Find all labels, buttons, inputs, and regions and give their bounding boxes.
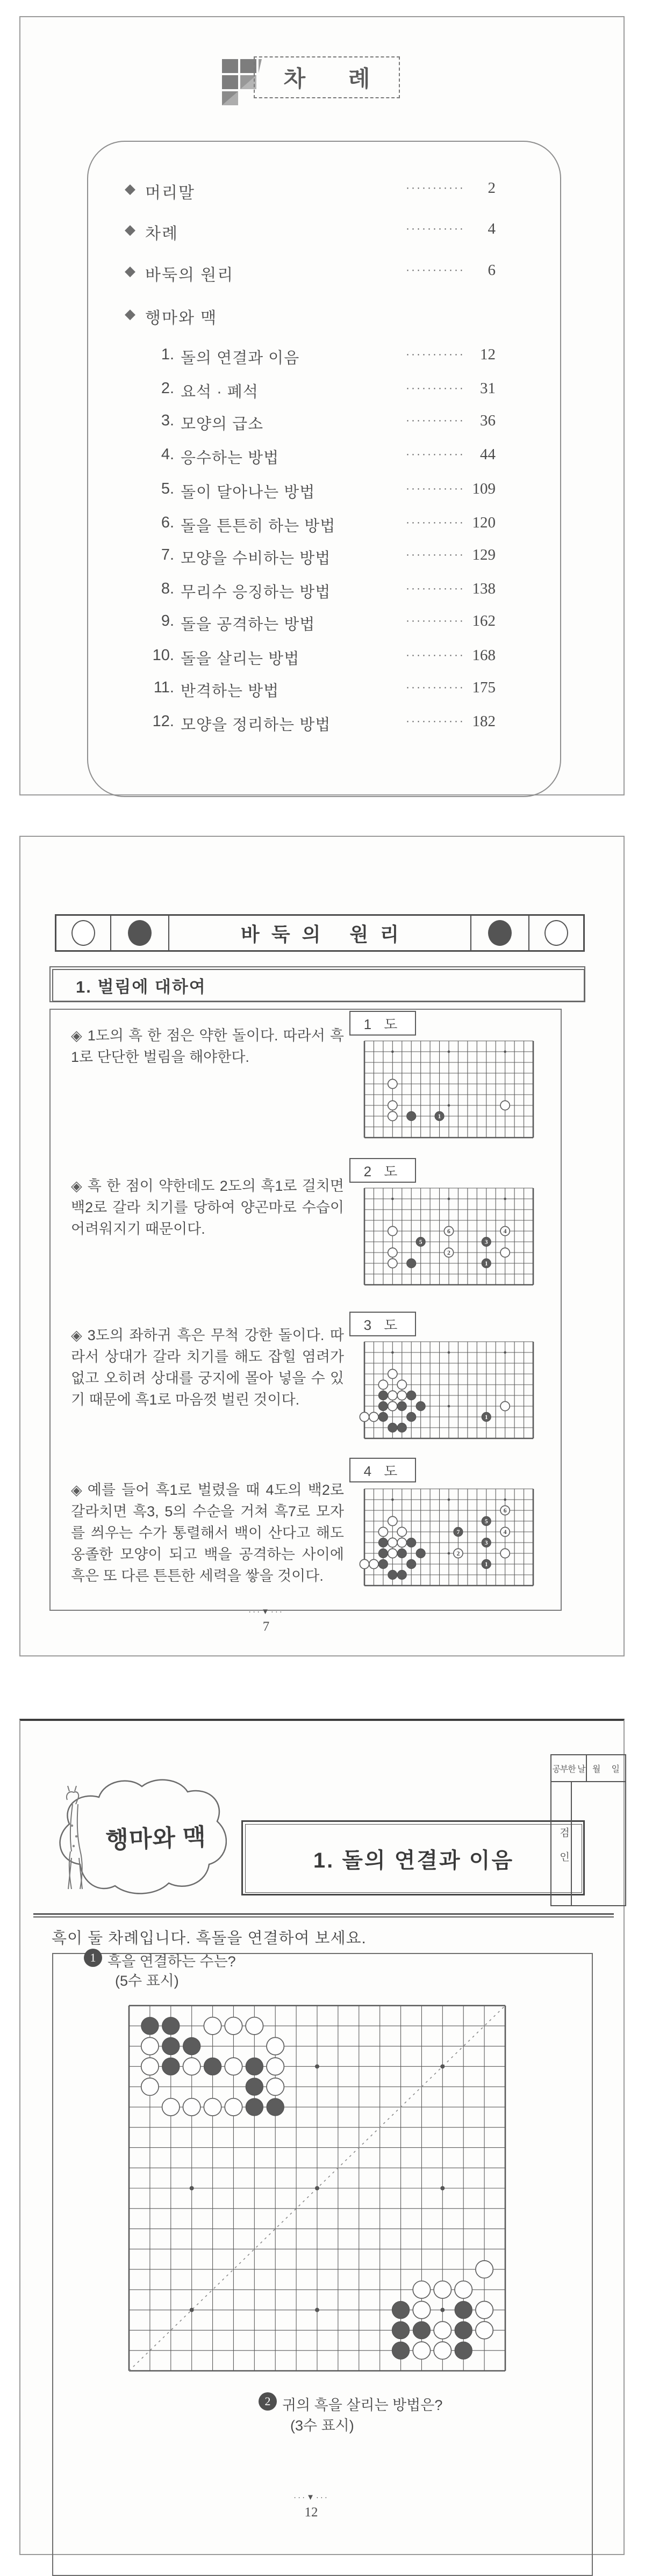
section-title: 1. 벌림에 대하여 <box>76 978 206 996</box>
day-label: 일 <box>611 1764 620 1774</box>
toc-item-label: 응수하는 방법 <box>181 450 280 467</box>
section-title-box <box>49 966 585 1002</box>
toc-item-label: 돌을 공격하는 방법 <box>181 616 316 633</box>
header-cell <box>111 916 169 950</box>
toc-leader: ··········· <box>406 516 465 529</box>
toc-item-number: 10. <box>152 647 174 664</box>
diamond-bullet-icon: ◆ <box>125 180 135 197</box>
lesson-title: 1. 돌의 연결과 이음 <box>313 1848 514 1872</box>
toc-leader: ··········· <box>406 382 465 394</box>
footer-page-number: 12 <box>304 2505 318 2520</box>
paragraph-text: 3도의 좌하귀 흑은 무척 강한 돌이다. 따라서 상대가 갈라 치기를 해도 잡힐 염려가 없고 오히려 상대를 궁지에 몰아 넣을 수 있기 때문에 흑1로 마음껏 벌린 것이다. <box>71 1327 344 1408</box>
problem-2-hint: (3수 표시) <box>290 2418 354 2434</box>
diagram-label: 2 도 <box>349 1158 416 1183</box>
footer-triangle-icon: ···▼··· <box>293 2493 329 2502</box>
toc-item-number: 5. <box>161 480 174 497</box>
toc-label: 머리말 <box>145 184 195 202</box>
toc-item-number: 2. <box>161 380 174 397</box>
svg-text:6: 6 <box>447 1228 450 1235</box>
toc-item-number: 8. <box>161 580 174 597</box>
svg-text:3: 3 <box>484 1239 488 1246</box>
toc-top-row <box>20 305 624 328</box>
toc-item-row <box>20 446 624 469</box>
problem-2-badge: 2 <box>259 2392 277 2411</box>
toc-page-number: 175 <box>472 679 496 696</box>
go-diagram-1 <box>357 1038 540 1143</box>
toc-item-label: 무리수 응징하는 방법 <box>181 584 331 601</box>
toc-item-row <box>20 412 624 436</box>
month-label: 월 <box>592 1764 601 1774</box>
svg-text:2: 2 <box>456 1551 460 1558</box>
paragraph <box>71 1025 344 1068</box>
toc-page-number: 162 <box>472 612 496 629</box>
diamond-bullet-icon: ◈ <box>71 1178 82 1194</box>
diamond-bullet-icon: ◈ <box>71 1482 82 1498</box>
toc-item-number: 12. <box>152 713 174 730</box>
toc-page-number: 168 <box>472 647 496 664</box>
paragraph <box>71 1479 344 1587</box>
toc-top-row <box>20 220 624 244</box>
toc-page-number: 31 <box>480 380 496 397</box>
go-diagram-3 <box>357 1338 540 1444</box>
toc-item-number: 11. <box>153 679 174 696</box>
paragraph-text: 예를 들어 흑1로 벌렸을 때 4도의 백2로 갈라치면 흑3, 5의 수순을 거쳐 흑7로 모자를 씌우는 수가 통렬해서 백이 산다고 해도 옹졸한 모양이 되고 백을 공격하는 사이에 흑은 또 다른 튼튼한 세력을 쌓을 것이다. <box>71 1482 344 1584</box>
toc-leader: ··········· <box>406 348 465 360</box>
toc-page-number: 109 <box>472 480 496 497</box>
paragraph <box>71 1325 344 1410</box>
toc-page-number: 44 <box>480 446 496 463</box>
chapter-header-bar <box>55 914 585 952</box>
toc-item-number: 9. <box>161 612 174 629</box>
svg-text:1: 1 <box>438 1113 441 1120</box>
black-stone-icon <box>128 920 152 946</box>
toc-item-row <box>20 346 624 370</box>
lesson-title-box <box>241 1820 585 1895</box>
toc-item-number: 4. <box>161 446 174 463</box>
paragraph-text: 1도의 흑 한 점은 약한 돌이다. 따라서 흑1로 단단한 벌림을 해야한다. <box>71 1027 344 1065</box>
diamond-bullet-icon: ◆ <box>125 306 135 322</box>
white-stone-icon <box>71 920 95 946</box>
toc-item-label: 돌의 연결과 이음 <box>181 350 300 367</box>
footer-triangle-icon: ···▼··· <box>248 1607 284 1616</box>
toc-item-label: 돌을 살리는 방법 <box>181 650 300 668</box>
toc-leader: ··········· <box>406 681 465 693</box>
page-footer <box>234 1607 298 1634</box>
toc-item-label: 요석 · 폐석 <box>181 383 259 401</box>
stamp-label: 검인 <box>551 1782 572 1905</box>
toc-leader: ··········· <box>406 448 465 460</box>
svg-text:5: 5 <box>419 1239 422 1246</box>
toc-item-number: 3. <box>161 412 174 429</box>
diamond-bullet-icon: ◆ <box>125 263 135 279</box>
problem-1-hint: (5수 표시) <box>115 1973 179 1989</box>
diamond-bullet-icon: ◆ <box>125 221 135 237</box>
go-diagram-2 <box>357 1185 540 1290</box>
go-diagram-4 <box>357 1486 540 1591</box>
white-stone-icon <box>544 920 568 946</box>
svg-text:6: 6 <box>503 1508 507 1515</box>
toc-title: 차 례 <box>283 66 389 91</box>
svg-text:5: 5 <box>484 1518 488 1525</box>
go-problem-board <box>121 1998 513 2379</box>
series-logo <box>47 1772 227 1904</box>
svg-text:1: 1 <box>484 1261 488 1268</box>
toc-page-number: 182 <box>472 713 496 730</box>
toc-page-number: 12 <box>480 346 496 363</box>
toc-item-label: 반격하는 방법 <box>181 683 280 700</box>
toc-item-row <box>20 647 624 670</box>
svg-text:1: 1 <box>484 1414 488 1421</box>
toc-leader: ··········· <box>406 182 465 194</box>
page-worksheet <box>19 1719 625 2555</box>
toc-title-box <box>254 56 400 98</box>
toc-leader: ··········· <box>406 222 465 235</box>
black-stone-icon <box>488 920 512 946</box>
svg-text:7: 7 <box>456 1529 460 1536</box>
toc-item-row <box>20 713 624 736</box>
study-date-fill <box>587 1755 625 1781</box>
toc-page-number: 36 <box>480 412 496 429</box>
toc-page-number: 4 <box>488 220 496 237</box>
toc-leader: ··········· <box>406 414 465 426</box>
toc-item-row <box>20 580 624 604</box>
toc-item-row <box>20 380 624 403</box>
header-cell <box>169 916 471 950</box>
toc-page-number: 129 <box>472 546 496 563</box>
toc-item-row <box>20 546 624 570</box>
toc-item-row <box>20 514 624 538</box>
svg-text:4: 4 <box>503 1529 507 1536</box>
toc-leader: ··········· <box>406 264 465 276</box>
toc-item-number: 6. <box>161 514 174 531</box>
svg-text:1: 1 <box>484 1561 488 1568</box>
series-logo-text: 행마와 맥 <box>105 1824 207 1854</box>
problem-1-badge: 1 <box>84 1949 102 1967</box>
diagram-label: 3 도 <box>349 1312 416 1336</box>
toc-item-row <box>20 612 624 636</box>
toc-label: 바둑의 원리 <box>145 266 234 284</box>
stamp-area <box>572 1782 625 1905</box>
toc-item-label: 돌을 튼튼히 하는 방법 <box>181 518 336 535</box>
diagram-label: 1 도 <box>349 1011 416 1036</box>
toc-item-number: 7. <box>161 546 174 563</box>
toc-item-label: 모양의 급소 <box>181 416 264 433</box>
toc-top-row <box>20 179 624 203</box>
svg-text:3: 3 <box>484 1540 488 1547</box>
footer-page-number: 7 <box>262 1619 270 1634</box>
diamond-bullet-icon: ◈ <box>71 1327 82 1343</box>
toc-item-label: 모양을 수비하는 방법 <box>181 550 331 567</box>
problem-2-question: 귀의 흑을 살리는 방법은? <box>282 2397 443 2413</box>
header-cell <box>471 916 529 950</box>
paragraph-text: 흑 한 점이 약한데도 2도의 흑1로 걸치면 백2로 갈라 치기를 당하여 양곤마로 수습이 어려워지기 때문이다. <box>71 1178 344 1237</box>
toc-item-label: 돌이 달아나는 방법 <box>181 484 316 501</box>
page-principles <box>19 836 625 1656</box>
toc-label: 행마와 맥 <box>145 309 218 327</box>
chapter-title: 바둑의 원리 <box>241 923 411 945</box>
problem-1-question: 흑을 연결하는 수는? <box>108 1953 236 1970</box>
toc-item-row <box>20 480 624 504</box>
svg-text:2: 2 <box>447 1250 450 1257</box>
instruction-text: 흑이 둘 차례입니다. 흑돌을 연결하여 보세요. <box>52 1930 367 1947</box>
study-record-table <box>550 1754 626 1906</box>
header-cell <box>56 916 111 950</box>
toc-leader: ··········· <box>406 482 465 495</box>
toc-page-number: 138 <box>472 580 496 597</box>
toc-leader: ··········· <box>406 614 465 627</box>
diamond-bullet-icon: ◈ <box>71 1027 82 1044</box>
toc-item-label: 모양을 정리하는 방법 <box>181 717 331 734</box>
diagram-label: 4 도 <box>349 1458 416 1482</box>
page-footer <box>279 2493 343 2520</box>
toc-label: 차례 <box>145 225 178 243</box>
double-rule <box>33 1913 614 1917</box>
toc-leader: ··········· <box>406 548 465 561</box>
study-date-label: 공부한 날 <box>551 1755 587 1781</box>
toc-top-row <box>20 262 624 285</box>
toc-leader: ··········· <box>406 715 465 727</box>
page-toc <box>19 16 625 795</box>
toc-leader: ··········· <box>406 582 465 595</box>
toc-item-row <box>20 679 624 703</box>
toc-page-number: 2 <box>488 179 496 197</box>
toc-leader: ··········· <box>406 649 465 661</box>
toc-item-number: 1. <box>161 346 174 363</box>
toc-page-number: 120 <box>472 514 496 531</box>
header-cell <box>529 916 583 950</box>
toc-page-number: 6 <box>488 262 496 279</box>
paragraph <box>71 1175 344 1240</box>
svg-text:4: 4 <box>503 1228 507 1235</box>
